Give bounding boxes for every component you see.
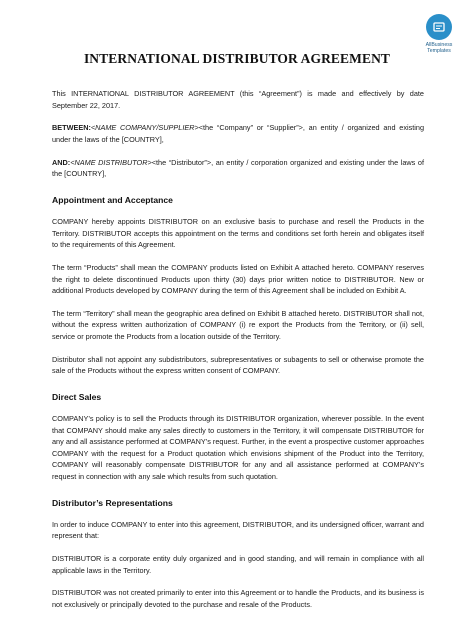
document-title: INTERNATIONAL DISTRIBUTOR AGREEMENT	[83, 51, 391, 66]
company-name-placeholder: <NAME COMPANY/SUPPLIER>	[90, 123, 199, 133]
section-paragraph: Distributor shall not appoint any subdistributors, subrepresentatives or subagents to sell or otherwise promote the sale of the Products without the express written consent of COMPANY.	[52, 354, 424, 376]
section-heading-appointment: Appointment and Acceptance	[52, 194, 173, 205]
logo-icon	[426, 14, 452, 40]
logo-text-line2: Templates	[427, 48, 451, 54]
document-body	[52, 88, 424, 622]
section-paragraph: COMPANY’s policy is to sell the Products through its DISTRIBUTOR organization, wherever possible. In the event that COMPANY should make any sales directly to customers in the Territory, it will compensate DISTRIBUTOR for any and all assistance performed at COMPANY’s request. Further, in the event a prospective customer approaches COMPANY with the request for a Product quotation which envisions shipment of the Product into the Territory, COMPANY will reasonably compensate DISTRIBUTOR for any and all assistance performed at COMPANY’s request in connection with any sale which results from such quotation.	[52, 414, 424, 481]
section-paragraph: COMPANY hereby appoints DISTRIBUTOR on an exclusive basis to purchase and resell the Products in the Territory. DISTRIBUTOR accepts this appointment on the terms and conditions set forth herein and obligates itself to the requirements of this Agreement.	[52, 216, 424, 250]
section-paragraph: The term “Territory” shall mean the geographic area defined on Exhibit B attached hereto. DISTRIBUTOR shall not, without the express written authorization of COMPANY (i) re export the Products from the Territory, or (ii) sell, service or promote the Products from a location outside of the Territory.	[52, 308, 424, 342]
between-label: BETWEEN:	[52, 123, 91, 133]
brand-logo	[415, 14, 463, 54]
section-paragraph: In order to induce COMPANY to enter into this agreement, DISTRIBUTOR, and its undersigned officer, warrant and represent that:	[52, 519, 424, 541]
section-paragraph: DISTRIBUTOR is a corporate entity duly organized and in good standing, and will remain in compliance with all applicable laws in the Territory.	[52, 553, 424, 575]
intro-paragraph: This INTERNATIONAL DISTRIBUTOR AGREEMENT (this “Agreement”) is made and effectively by date September 22, 2017.	[52, 89, 424, 110]
and-paragraph	[52, 157, 424, 180]
section-heading-direct-sales: Direct Sales	[52, 392, 102, 403]
section-heading-representations: Distributor’s Representations	[52, 497, 173, 508]
distributor-name-placeholder: <NAME DISTRIBUTOR>	[70, 157, 152, 167]
between-text: <the “Company” or “Supplier”>, an entity / organized and existing under the laws of the [COUNTRY],	[52, 123, 425, 144]
and-text: <the “Distributor”>, an entity / corporation organized and existing under the laws of the [COUNTRY],	[52, 157, 424, 179]
section-paragraph: The term “Products” shall mean the COMPANY products listed on Exhibit A attached hereto. COMPANY reserves the right to delete discontinued Products upon thirty (30) days prior written notice to DISTRIBUTOR. New or additional Products developed by COMPANY during the term of this Agreement shall be included on Exhibit A.	[52, 262, 424, 296]
section-paragraph: DISTRIBUTOR was not created primarily to enter into this Agreement or to handle the Products, and its business is not exclusively or principally devoted to the purchase and resale of the Products.	[52, 588, 424, 609]
and-label: AND:	[52, 157, 71, 167]
logo-text-line1: AllBusiness	[425, 42, 453, 48]
between-paragraph	[52, 122, 424, 145]
